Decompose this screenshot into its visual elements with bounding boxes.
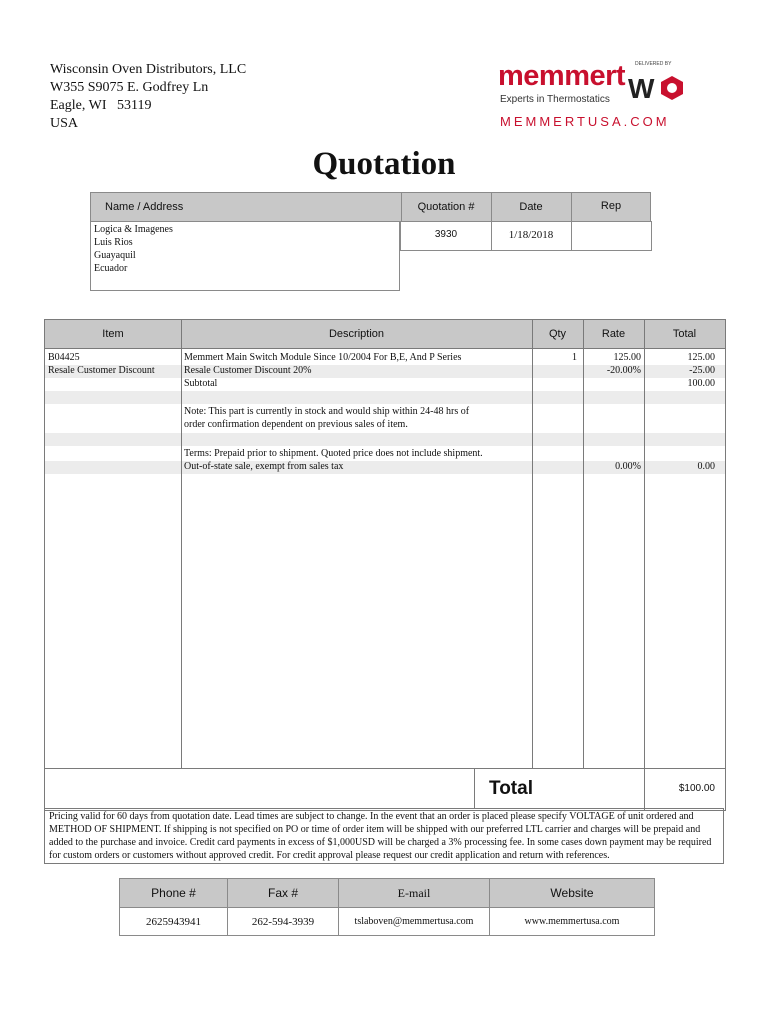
items-header xyxy=(45,320,725,349)
table-row xyxy=(45,447,725,460)
logo-tagline: Experts in Thermostatics xyxy=(500,94,610,105)
row-total: 100.00 xyxy=(687,378,715,389)
table-row xyxy=(45,405,725,418)
quotation-values xyxy=(400,221,652,251)
contact-fax: 262-594-3939 xyxy=(228,908,339,936)
logo-delivered: DELIVERED BY xyxy=(635,61,672,67)
header-fax: Fax # xyxy=(228,879,339,908)
logo-brand: memmert xyxy=(498,60,626,92)
company-country: USA xyxy=(50,116,79,131)
header-item: Item xyxy=(102,328,124,340)
customer-line: Guayaquil xyxy=(94,250,136,261)
header-rate: Rate xyxy=(601,328,626,340)
contact-table xyxy=(119,878,655,936)
row-total: 125.00 xyxy=(687,352,715,363)
table-row xyxy=(45,377,725,390)
row-item: B04425 xyxy=(48,352,80,363)
logo-website: MEMMERTUSA.COM xyxy=(500,114,670,129)
company-address-line2: Eagle, WI 53119 xyxy=(50,98,152,113)
row-rate: 125.00 xyxy=(613,352,641,363)
customer-line: Logica & Imagenes xyxy=(94,224,173,235)
customer-line: Luis Rios xyxy=(94,237,133,248)
header-description: Description xyxy=(328,328,385,340)
memmert-logo xyxy=(494,58,694,130)
total-label: Total xyxy=(489,778,533,799)
total-value: $100.00 xyxy=(678,783,715,794)
company-address-line1: W355 S9075 E. Godfrey Ln xyxy=(50,80,209,95)
header-email: E-mail xyxy=(339,879,490,908)
header-rep: Rep xyxy=(600,200,622,212)
header-phone: Phone # xyxy=(120,879,228,908)
contact-website[interactable]: www.memmertusa.com xyxy=(490,908,655,936)
row-description: Subtotal xyxy=(184,378,218,389)
header-date: Date xyxy=(519,201,543,213)
row-rate: -20.00% xyxy=(606,365,641,376)
row-description: Memmert Main Switch Module Since 10/2004 For B,E, And P Series xyxy=(184,352,462,363)
svg-text:W: W xyxy=(628,73,655,104)
header-quotation-number: Quotation # xyxy=(417,201,475,213)
row-total: -25.00 xyxy=(689,365,715,376)
row-total: 0.00 xyxy=(697,461,715,472)
info-header xyxy=(90,192,651,222)
quotation-number: 3930 xyxy=(434,229,458,240)
header-name-address: Name / Address xyxy=(105,201,184,213)
row-qty: 1 xyxy=(572,352,577,363)
row-description: order confirmation dependent on previous sales of item. xyxy=(184,419,408,430)
header-website: Website xyxy=(490,879,655,908)
row-description: Resale Customer Discount 20% xyxy=(184,365,312,376)
row-description: Note: This part is currently in stock and would ship within 24-48 hrs of xyxy=(184,406,470,417)
contact-email[interactable]: tslaboven@memmertusa.com xyxy=(339,908,490,936)
items-table xyxy=(44,319,726,811)
row-item: Resale Customer Discount xyxy=(48,365,155,376)
header-total: Total xyxy=(672,328,697,340)
table-row xyxy=(45,351,725,364)
row-description: Out-of-state sale, exempt from sales tax xyxy=(184,461,344,472)
table-row xyxy=(45,460,725,473)
company-name: Wisconsin Oven Distributors, LLC xyxy=(50,62,247,77)
customer-line: Ecuador xyxy=(94,263,128,274)
page-title: Quotation xyxy=(312,146,456,182)
row-description: Terms: Prepaid prior to shipment. Quoted price does not include shipment. xyxy=(184,448,483,459)
table-row xyxy=(45,364,725,377)
terms-note: Pricing valid for 60 days from quotation date. Lead times are subject to change. In the event that an order is placed please specify VOLTAGE of unit ordered and METHOD OF SHIPMENT. If shipping is not specified on PO or time of order item will be shipped with our preferred LTL carrier and charges will be prepaid and added to the purchase and invoice. Credit card payments in excess of $1,000USD will be charged a 3% processing fee. In some cases down payment may be required for custom orders or customers without approved credit. For credit approval please request our credit application and return with references. xyxy=(44,808,724,864)
customer-address-box xyxy=(90,221,400,291)
quotation-date: 1/18/2018 xyxy=(508,229,554,241)
row-rate: 0.00% xyxy=(615,461,641,472)
contact-phone: 2625943941 xyxy=(120,908,228,936)
table-row xyxy=(45,418,725,431)
header-qty: Qty xyxy=(548,328,567,340)
wo-badge-icon xyxy=(628,70,690,104)
company-address xyxy=(50,61,246,133)
